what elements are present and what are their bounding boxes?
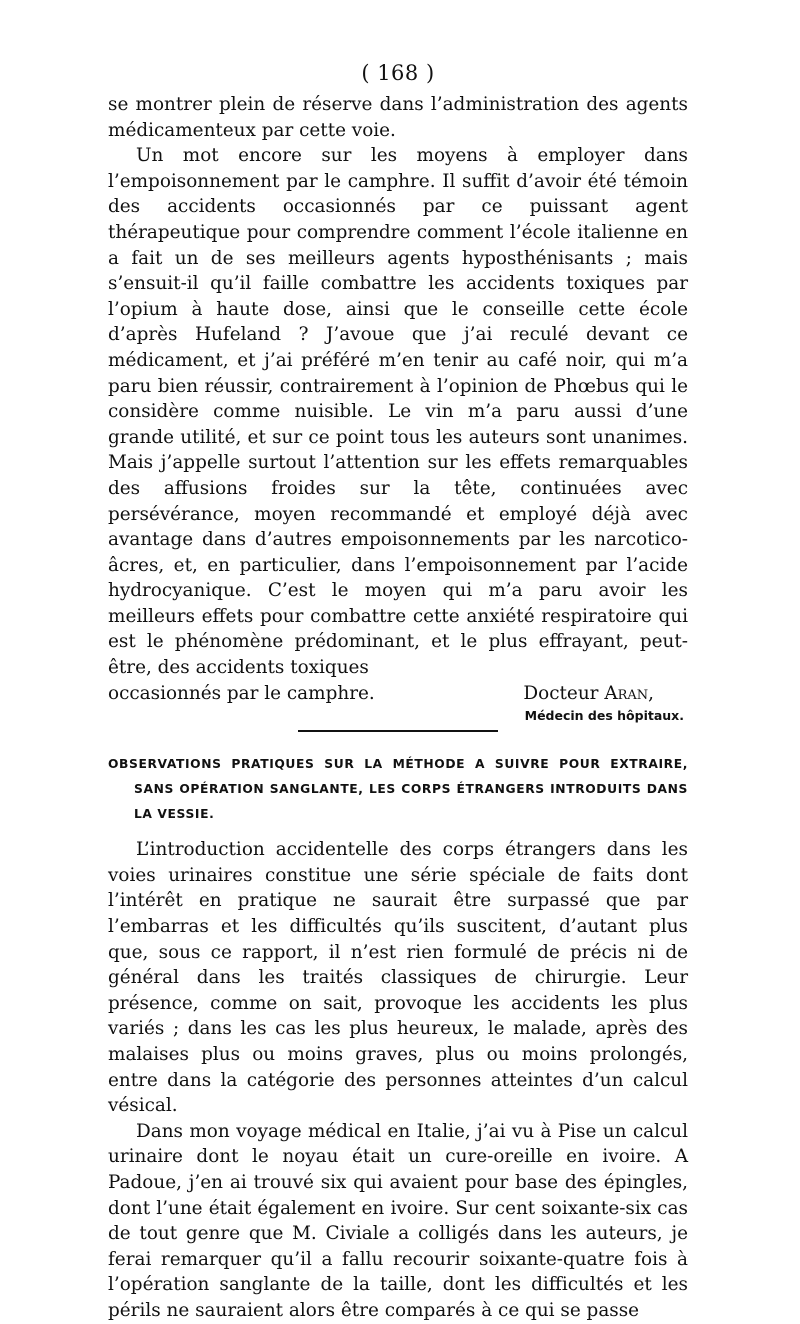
- signature-prefix: Docteur: [523, 682, 599, 704]
- section-divider: [298, 730, 498, 732]
- signature-name: [523, 681, 654, 707]
- page-number: ( 168 ): [361, 61, 435, 85]
- voyage-paragraph: Dans mon voyage médical en Italie, j’ai vu à Pise un calcul urinaire dont le noyau était un cure-oreille en ivoire. A Padoue, j’en ai trouvé six qui avaient pour base des épingles, dont l’une était également en ivoire. Sur cent soixante-six cas de tout genre que M. Civiale a colligés dans les auteurs, je ferai remarquer qu’il a fallu recourir soixante-quatre fois à l’opération sanglante de la taille, dont les difficultés et les périls ne sauraient alors être comparés à ce qui se passe: [108, 1120, 688, 1321]
- signature-author: Aran,: [604, 682, 654, 704]
- continuation-paragraph: se montrer plein de réserve dans l’administration des agents médicamenteux par cette voie.: [108, 94, 688, 141]
- signature-title: Médecin des hôpitaux.: [524, 708, 684, 724]
- camphre-last-line: occasionnés par le camphre.: [108, 682, 375, 704]
- signature-block: [108, 681, 688, 727]
- section-heading: OBSERVATIONS PRATIQUES SUR LA MÉTHODE A SUIVRE POUR EXTRAIRE, SANS OPÉRATION SANGLANTE, LES CORPS ÉTRANGERS INTRODUITS DANS LA VESSIE.: [108, 757, 688, 822]
- camphre-paragraph: Un mot encore sur les moyens à employer dans l’empoisonnement par le camphre. Il suffit d’avoir été témoin des accidents occasionnés par ce puissant agent thérapeutique pour comprendre comment l’école italienne en a fait un de ses meilleurs agents hyposthénisants ; mais s’ensuit-il qu’il faille combattre les accidents toxiques par l’opium à haute dose, ainsi que le conseille cette école d’après Hufeland ? J’avoue que j’ai reculé devant ce médicament, et j’ai préféré m’en tenir au café noir, qui m’a paru bien réussir, contrairement à l’opinion de Phœbus qui le considère comme nuisible. Le vin m’a paru aussi d’une grande utilité, et sur ce point tous les auteurs sont unanimes. Mais j’appelle surtout l’attention sur les effets remarquables des affusions froides sur la tête, continuées avec persévérance, moyen recommandé et employé déjà avec avantage dans d’autres empoisonnements par les narcotico-âcres, et, en particulier, dans l’empoisonnement par l’acide hydrocyanique. C’est le moyen qui m’a paru avoir les meilleurs effets pour combattre cette anxiété respiratoire qui est le phénomène prédominant, et le plus effrayant, peut-être, des accidents toxiques: [108, 145, 688, 679]
- document-page: [108, 58, 688, 1324]
- introduction-paragraph: L’introduction accidentelle des corps étrangers dans les voies urinaires constitue une série spéciale de faits dont l’intérêt en pratique ne saurait être surpassé que par l’embarras et les difficultés qu’ils suscitent, d’autant plus que, sous ce rapport, il n’est rien formulé de précis ni de général dans les traités classiques de chirurgie. Leur présence, comme on sait, provoque les accidents les plus variés ; dans les cas les plus heureux, le malade, après des malaises plus ou moins graves, plus ou moins prolongés, entre dans la catégorie des personnes atteintes d’un calcul vésical.: [108, 839, 688, 1117]
- signature-line: [108, 681, 688, 707]
